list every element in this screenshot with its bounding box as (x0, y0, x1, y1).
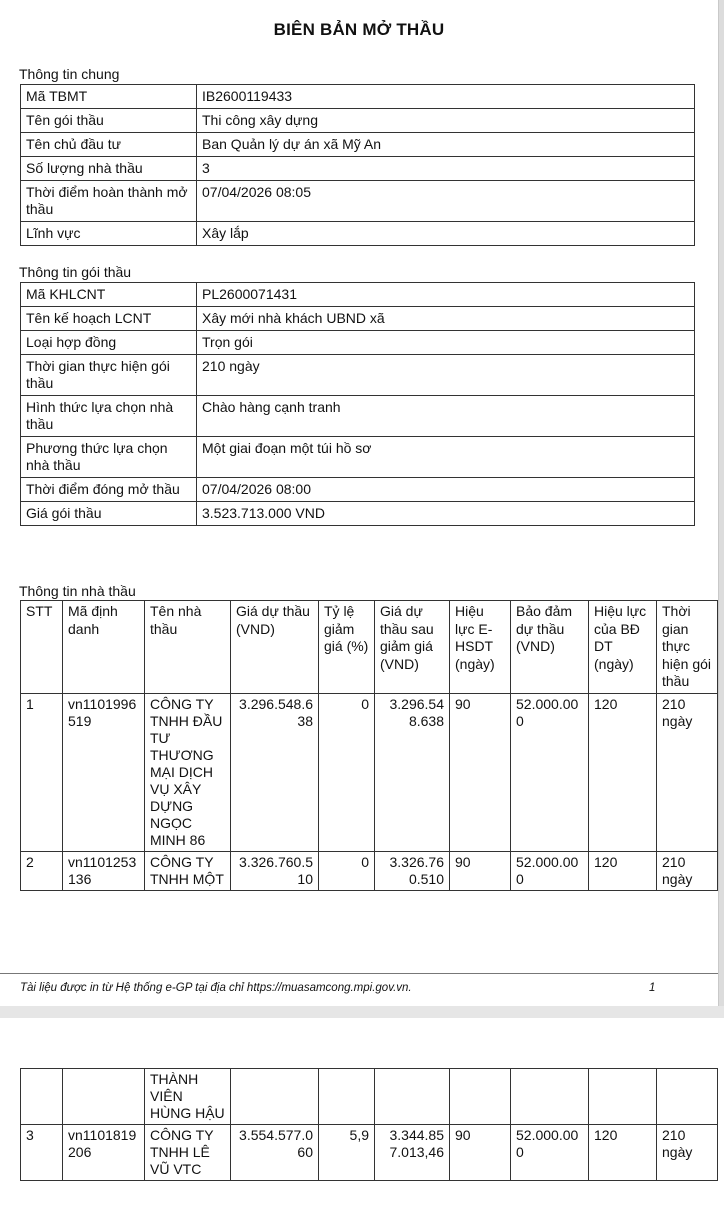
cell-discount: 5,9 (319, 1125, 375, 1181)
cell-guarantee: 52.000.000 (511, 1125, 589, 1181)
header-discount: Tỷ lệ giảm giá (%) (319, 601, 375, 694)
cell-id: vn1101253136 (63, 851, 145, 890)
table-row (21, 851, 718, 890)
general-row-field: Lĩnh vực Xây lắp (21, 222, 695, 246)
general-row-investor: Tên chủ đầu tư Ban Quản lý dự án xã Mỹ An (21, 133, 695, 157)
cell-name: CÔNG TY TNHH LÊ VŨ VTC (145, 1125, 231, 1181)
cell-price-after: 3.326.760.510 (375, 851, 450, 890)
package-row-closing-time: Thời điểm đóng mở thầu 07/04/2026 08:00 (21, 478, 695, 502)
table-row-continuation (21, 1069, 718, 1125)
cell-price: 3.554.577.060 (231, 1125, 319, 1181)
header-guarantee: Bảo đảm dự thầu (VND) (511, 601, 589, 694)
bidders-info-label: Thông tin nhà thầu (19, 583, 136, 599)
package-row-khlcnt: Mã KHLCNT PL2600071431 (21, 283, 695, 307)
general-row-bidder-count: Số lượng nhà thầu 3 (21, 157, 695, 181)
table-row (21, 693, 718, 851)
cell-stt: 2 (21, 851, 63, 890)
general-row-tbmt: Mã TBMT IB2600119433 (21, 85, 695, 109)
footer-page-number: 1 (649, 982, 656, 994)
cell-discount: 0 (319, 851, 375, 890)
general-row-package-name: Tên gói thầu Thi công xây dựng (21, 109, 695, 133)
cell-name: CÔNG TY TNHH MỘT (145, 851, 231, 890)
document-title: BIÊN BẢN MỞ THẦU (273, 20, 445, 39)
cell-name: CÔNG TY TNHH ĐẦU TƯ THƯƠNG MẠI DỊCH VỤ XÂY DỰNG NGỌC MINH 86 (145, 693, 231, 851)
cell-id: vn1101819206 (63, 1125, 145, 1181)
cell-id: vn1101996519 (63, 693, 145, 851)
cell-validity: 90 (450, 1125, 511, 1181)
footer-source-note: Tài liệu được in từ Hệ thống e-GP tại địa chỉ https://muasamcong.mpi.gov.vn. (20, 982, 412, 994)
table-row (21, 1125, 718, 1181)
package-row-plan-name: Tên kế hoạch LCNT Xây mới nhà khách UBND xã (21, 307, 695, 331)
package-row-contract-type: Loại hợp đồng Trọn gói (21, 331, 695, 355)
cell-stt: 1 (21, 693, 63, 851)
header-stt: STT (21, 601, 63, 694)
bidders-table (20, 600, 718, 891)
package-row-duration: Thời gian thực hiện gói thầu 210 ngày (21, 355, 695, 396)
package-info-table (20, 282, 695, 526)
cell-validity: 90 (450, 851, 511, 890)
cell-price: 3.296.548.638 (231, 693, 319, 851)
package-row-selection-form: Hình thức lựa chọn nhà thầu Chào hàng cạnh tranh (21, 396, 695, 437)
cell-guarantee-validity: 120 (589, 1125, 657, 1181)
cell-duration: 210 ngày (657, 1125, 718, 1181)
cell-validity: 90 (450, 693, 511, 851)
cell-price-after: 3.344.857.013,46 (375, 1125, 450, 1181)
cell-name-continued: THÀNH VIÊN HÙNG HẬU (145, 1069, 231, 1125)
document-page-2 (0, 1018, 724, 1212)
general-row-opening-time: Thời điểm hoàn thành mở thầu 07/04/2026 08:05 (21, 181, 695, 222)
bidders-table-continued (20, 1068, 718, 1181)
footer-divider (0, 973, 718, 974)
header-price-after: Giá dự thầu sau giảm giá (VND) (375, 601, 450, 694)
header-price: Giá dự thầu (VND) (231, 601, 319, 694)
header-duration: Thời gian thực hiện gói thầu (657, 601, 718, 694)
header-name: Tên nhà thầu (145, 601, 231, 694)
package-row-price: Giá gói thầu 3.523.713.000 VND (21, 502, 695, 526)
package-info-label: Thông tin gói thầu (19, 264, 132, 280)
cell-guarantee: 52.000.000 (511, 693, 589, 851)
cell-guarantee-validity: 120 (589, 693, 657, 851)
bidders-header-row (21, 601, 718, 694)
package-row-selection-method: Phương thức lựa chọn nhà thầu Một giai đoạn một túi hồ sơ (21, 437, 695, 478)
cell-duration: 210 ngày (657, 693, 718, 851)
cell-stt: 3 (21, 1125, 63, 1181)
general-info-label: Thông tin chung (19, 66, 120, 82)
cell-guarantee: 52.000.000 (511, 851, 589, 890)
header-id: Mã định danh (63, 601, 145, 694)
cell-price: 3.326.760.510 (231, 851, 319, 890)
cell-price-after: 3.296.548.638 (375, 693, 450, 851)
general-info-table (20, 84, 695, 246)
header-guarantee-validity: Hiệu lực của BĐ DT (ngày) (589, 601, 657, 694)
cell-guarantee-validity: 120 (589, 851, 657, 890)
header-validity: Hiệu lực E-HSDT (ngày) (450, 601, 511, 694)
cell-discount: 0 (319, 693, 375, 851)
cell-duration: 210 ngày (657, 851, 718, 890)
page-edge-shadow (718, 0, 724, 1006)
